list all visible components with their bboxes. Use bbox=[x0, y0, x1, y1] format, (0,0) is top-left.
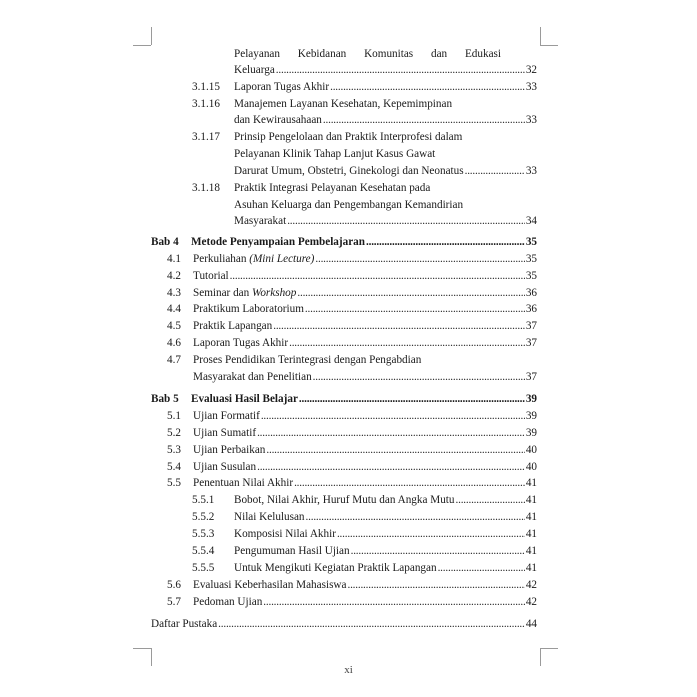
toc-continuation-line2[interactable]: Keluarga ..... 32 bbox=[234, 63, 537, 78]
toc-continuation-text1: Pelayanan Kebidanan Komunitas dan Edukasi bbox=[234, 48, 501, 60]
toc-entry-5-5-2[interactable]: 5.5.2 Nilai Kelulusan ..... 41 bbox=[234, 510, 537, 525]
toc-chapter-5[interactable]: Bab 5 Evaluasi Hasil Belajar ..... 39 bbox=[191, 392, 537, 407]
crop-mark-top-right-h bbox=[540, 45, 558, 46]
toc-entry-4-6[interactable]: 4.6 Laporan Tugas Akhir ..... 37 bbox=[193, 336, 537, 351]
crop-mark-top-left-h bbox=[133, 45, 151, 46]
toc-daftar-pustaka[interactable]: Daftar Pustaka ..... 44 bbox=[151, 617, 537, 632]
toc-continuation-line1 bbox=[234, 47, 501, 62]
toc-entry-3-1-17-line1: 3.1.17 Prinsip Pengelolaan dan Praktik Interprofesi dalam bbox=[192, 131, 463, 143]
crop-mark-top-left-v bbox=[151, 27, 152, 45]
crop-mark-bottom-left-h bbox=[133, 648, 151, 649]
toc-entry-3-1-18-line1: 3.1.18 Praktik Integrasi Pelayanan Kesehatan pada bbox=[192, 182, 431, 194]
toc-entry-5-5-1[interactable]: 5.5.1 Bobot, Nilai Akhir, Huruf Mutu dan Angka Mutu ..... 41 bbox=[234, 493, 537, 508]
toc-entry-4-1[interactable]: 4.1 Perkuliahan (Mini Lecture) ..... 35 bbox=[193, 252, 537, 267]
toc-entry-4-4[interactable]: 4.4 Praktikum Laboratorium ..... 36 bbox=[193, 302, 537, 317]
toc-entry-5-5-3[interactable]: 5.5.3 Komposisi Nilai Akhir ..... 41 bbox=[234, 527, 537, 542]
toc-entry-3-1-17-line2: Pelayanan Klinik Tahap Lanjut Kasus Gawat bbox=[234, 148, 436, 160]
toc-entry-5-5-5[interactable]: 5.5.5 Untuk Mengikuti Kegiatan Praktik Lapangan ..... 41 bbox=[234, 561, 537, 576]
toc-entry-5-7[interactable]: 5.7 Pedoman Ujian ..... 42 bbox=[193, 595, 537, 610]
toc-entry-4-7[interactable]: Masyarakat dan Penelitian ..... 37 bbox=[193, 370, 537, 385]
crop-mark-top-right-v bbox=[540, 27, 541, 45]
toc-entry-3-1-16[interactable]: dan Kewirausahaan ..... 33 bbox=[234, 113, 537, 128]
toc-entry-4-5[interactable]: 4.5 Praktik Lapangan ..... 37 bbox=[193, 319, 537, 334]
toc-entry-5-4[interactable]: 5.4 Ujian Susulan ..... 40 bbox=[193, 460, 537, 475]
toc-page-number: 32 bbox=[525, 64, 537, 76]
toc-entry-5-5[interactable]: 5.5 Penentuan Nilai Akhir ..... 41 bbox=[193, 476, 537, 491]
toc-entry-4-3[interactable]: 4.3 Seminar dan Workshop ..... 36 bbox=[193, 286, 537, 301]
toc-entry-5-1[interactable]: 5.1 Ujian Formatif ..... 39 bbox=[193, 409, 537, 424]
crop-mark-bottom-right-h bbox=[540, 648, 558, 649]
page-number-footer: xi bbox=[344, 664, 353, 676]
toc-entry-5-2[interactable]: 5.2 Ujian Sumatif ..... 39 bbox=[193, 426, 537, 441]
toc-entry-4-7-line1: 4.7 Proses Pendidikan Terintegrasi dengan Pengabdian bbox=[167, 354, 422, 366]
toc-entry-3-1-15[interactable]: 3.1.15 Laporan Tugas Akhir ..... 33 bbox=[234, 80, 537, 95]
toc-chapter-4[interactable]: Bab 4 Metode Penyampaian Pembelajaran ..... 35 bbox=[191, 235, 537, 250]
toc-entry-3-1-16-line1: 3.1.16 Manajemen Layanan Kesehatan, Kepemimpinan bbox=[192, 98, 453, 110]
toc-entry-5-3[interactable]: 5.3 Ujian Perbaikan ..... 40 bbox=[193, 443, 537, 458]
toc-entry-3-1-18-line2: Asuhan Keluarga dan Pengembangan Kemandirian bbox=[234, 199, 464, 211]
toc-entry-5-6[interactable]: 5.6 Evaluasi Keberhasilan Mahasiswa ..... 42 bbox=[193, 578, 537, 593]
toc-entry-4-2[interactable]: 4.2 Tutorial ..... 35 bbox=[193, 269, 537, 284]
toc-entry-5-5-4[interactable]: 5.5.4 Pengumuman Hasil Ujian ..... 41 bbox=[234, 544, 537, 559]
toc-entry-3-1-17[interactable]: Darurat Umum, Obstetri, Ginekologi dan Neonatus ..... 33 bbox=[234, 164, 537, 179]
toc-entry-3-1-18[interactable]: Masyarakat ..... 34 bbox=[234, 214, 537, 229]
